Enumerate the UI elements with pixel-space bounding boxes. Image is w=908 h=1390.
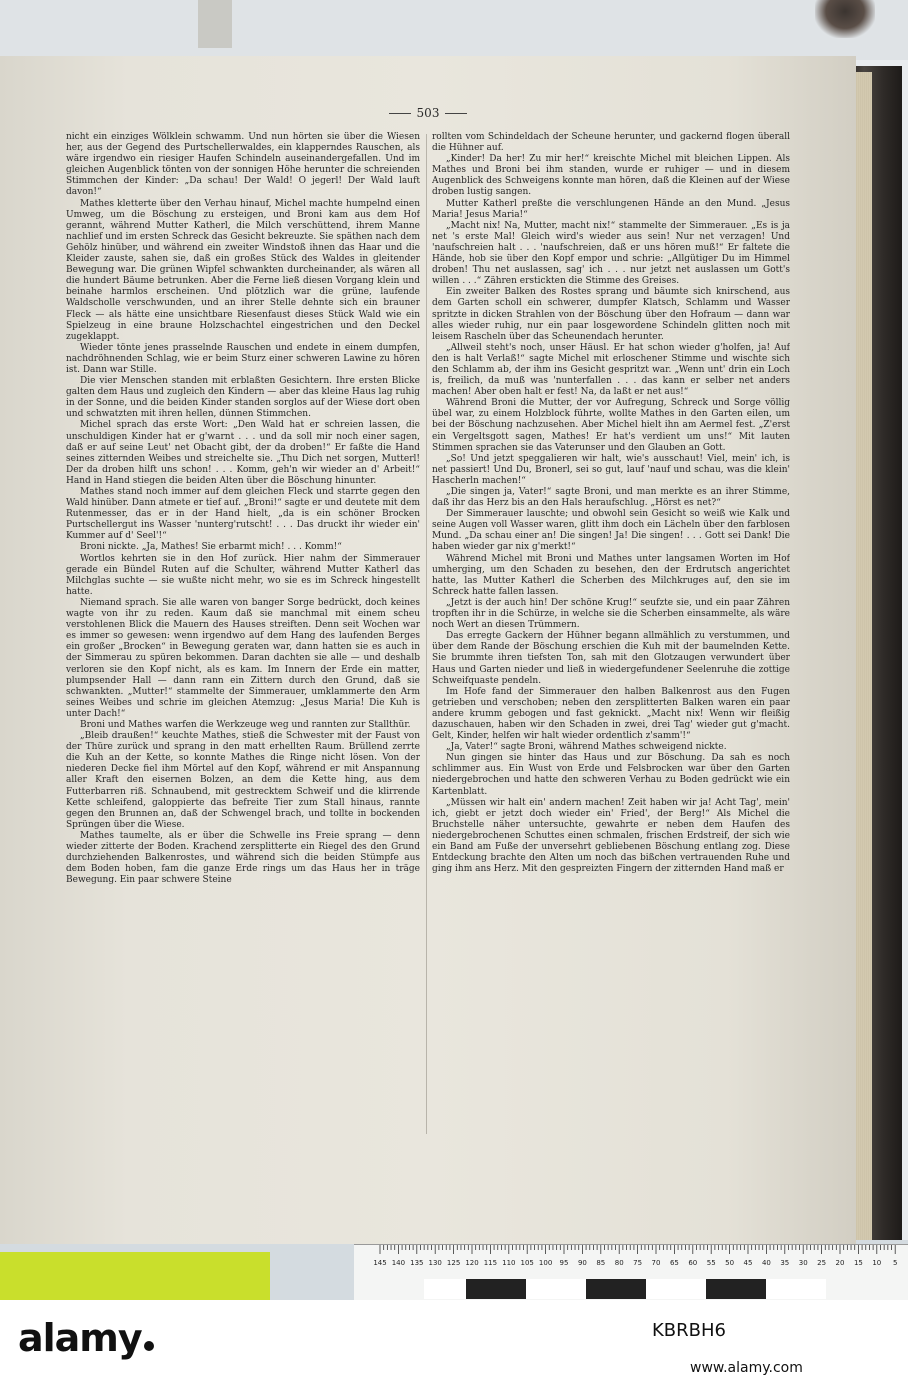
column-divider [426,134,427,1134]
ruler-bar-segment [706,1279,766,1299]
paragraph: Nun gingen sie hinter das Haus und zur Böschung. Da sah es noch schlimmer aus. Ein Wust von Erde und Felsbrocken war über den Garten niedergebrochen und hatte den schweren Verhau zu Boden gedrückt wie ein Kartenblatt. [432,753,790,797]
paragraph: Wortlos kehrten sie in den Hof zurück. Hier nahm der Simmerauer gerade ein Bündel Ruten auf die Schulter, während Mutter Katherl das Milchglas suchte — sie wußte nicht mehr, wo sie es im Schreck hingestellt hatte. [66,553,420,597]
ruler-label: 20 [835,1259,845,1267]
paragraph: Die vier Menschen standen mit erblaßten Gesichtern. Ihre ersten Blicke galten dem Haus und zugleich den Kindern — aber das kleine Haus lag ruhig in der Sonne, und die beiden Kinder standen sorglos auf der Wiese dort oben und schwatzten mit ihren hellen, dünnen Stimmchen. [66,376,420,420]
ruler-label: 95 [559,1259,569,1267]
ruler-label: 15 [853,1259,863,1267]
brand-dot [144,1341,154,1351]
ruler-bar-segment [826,1279,908,1299]
paragraph: Mutter Katherl preßte die verschlungenen Hände an den Mund. „Jesus Maria! Jesus Maria!“ [432,198,790,220]
ruler-label: 140 [391,1259,406,1267]
measuring-ruler [354,1244,908,1300]
paragraph: Ein zweiter Balken des Rostes sprang und bäumte sich knirschend, aus dem Garten scholl ein schwerer, dumpfer Klatsch, Schlamm und Wasser spritzte in dicken Strahlen von der Böschung über den Hofraum — dann war alles wieder ruhig, nur ein paar losgewordene Schindeln glitten noch mit leisem Rascheln über das Scheunendach herunter. [432,287,790,342]
ruler-label: 125 [446,1259,461,1267]
ruler-label: 105 [520,1259,534,1267]
ruler-label: 130 [428,1259,442,1267]
paragraph: Michel sprach das erste Wort: „Den Wald hat er schreien lassen, die unschuldigen Kinder hat er g'warnt . . . und da soll mir noch einer sagen, daß er auf seine Leut' net Obacht gibt, der da droben!“ Er faßte die Hand seines zitternden Weibes und streichelte sie. „Thu Dich net sorgen, Mutterl! Der da droben hilft uns schon! . . . Komm, geh'n wir wieder an d' Arbeit!“ Hand in Hand stiegen die beiden Alten über die Böschung hinunter. [66,420,420,486]
text-column-left [66,132,420,1132]
paragraph: „Die singen ja, Vater!“ sagte Broni, und man merkte es an ihrer Stimme, daß ihr das Herz bis an den Hals heraufschlug. „Hörst es net?“ [432,487,790,509]
tape-strip [198,0,232,48]
ruler-label: 60 [688,1259,698,1267]
ruler-color-bar [354,1277,908,1300]
ruler-label: 5 [892,1259,898,1267]
ruler-label: 65 [669,1259,679,1267]
ruler-label: 55 [706,1259,716,1267]
desk-background [0,0,908,60]
paragraph: Mathes stand noch immer auf dem gleichen Fleck und starrte gegen den Wald hinüber. Dann atmete er tief auf. „Broni!“ sagte er und deutete mit dem Rutenmesser, das er in der Hand hielt, „da is ein schöner Brocken Purtschellergut ins Wasser 'nunterg'rutscht! . . . Das druckt ihr wieder ein' Kummer auf d' Seel'!“ [66,487,420,542]
ruler-bar-segment [526,1279,586,1299]
ruler-label: 40 [761,1259,771,1267]
paragraph: „Kinder! Da her! Zu mir her!“ kreischte Michel mit bleichen Lippen. Als Mathes und Broni bei ihm standen, wurde er ruhiger — und in diesem Augenblick des Schweigens konnte man hören, daß die Kleinen auf der Wiese droben lustig sangen. [432,154,790,198]
ruler-bar-segment [466,1279,526,1299]
paragraph: Niemand sprach. Sie alle waren von banger Sorge bedrückt, doch keines wagte von ihr zu reden. Kaum daß sie manchmal mit einem scheu verstohlenen Blick die Mauern des Hauses streiften. Denn seit Wochen war es immer so gewesen: wenn irgendwo auf dem Hang des laufenden Berges ein großer „Brocken“ in Bewegung geraten war, dann hatten sie es auch in der Simmerau zu spüren bekommen. Daran dachten sie alle — und deshalb verloren sie den Kopf nicht, als es kam. Im Innern der Erde ein matter, plumpsender Hall — dann rann ein Zittern durch den Grund, daß sie schwankten. „Mutter!“ stammelte der Simmerauer, umklammerte den Arm seines Weibes und schrie im gleichen Atemzug: „Jesus Maria! Die Kuh is unter Dach!“ [66,597,420,719]
ruler-label: 135 [410,1259,424,1267]
ruler-bar-segment [354,1279,424,1299]
ruler-label: 145 [373,1259,387,1267]
ruler-bar-segment [646,1279,706,1299]
ruler-label: 10 [872,1259,882,1267]
paragraph: „Allweil steht's noch, unser Häusl. Er hat schon wieder g'holfen, ja! Auf den is halt Verlaß!“ sagte Michel mit erloschener Stimme und wischte sich den Schlamm ab, der ihm ins Gesicht gespritzt war. „Wenn unt' drin ein Loch is, freilich, da muß was 'nunterfallen . . . das kann er selber net anders machen! Aber oben halt er fest! Na, da laßt er net aus!“ [432,342,790,398]
ruler-label: 85 [596,1259,606,1267]
paragraph: Während Broni die Mutter, der vor Aufregung, Schreck und Sorge völlig übel war, zu einem Holzblock führte, wollte Mathes in den Garten eilen, um bei der Böschung nachzusehen. Aber Michel hielt ihn am Aermel fest. „Z'erst ein Vergeltsgott sagen, Mathes! Er hat's verdient um uns!“ Mit lauten Stimmen sprachen sie das Vaterunser und den Glauben an Gott. [432,398,790,453]
paragraph: Der Simmerauer lauschte; und obwohl sein Gesicht so weiß wie Kalk und seine Augen voll Wasser waren, glitt ihm doch ein Lächeln über den farblosen Mund. „Da schau einer an! Die singen! Ja! Die singen! . . . Gott sei Dank! Die haben wieder gar nix g'merkt!“ [432,509,790,553]
paragraph: Wieder tönte jenes prasselnde Rauschen und endete in einem dumpfen, nachdröhnenden Schlag, wie er beim Sturz einer schweren Lawine zu hören ist. Dann war Stille. [66,342,420,375]
book-page [0,56,856,1244]
ruler-scale [354,1245,908,1275]
paragraph: „So! Und jetzt speggalieren wir halt, wie's ausschaut! Viel, mein' ich, is net passiert! Und Du, Bronerl, sei so gut, lauf 'nauf und schau, was die klein' Hascherln machen!“ [432,453,790,486]
paragraph: Das erregte Gackern der Hühner begann allmählich zu verstummen, und über dem Rande der Böschung erschien die Kuh mit der baumelnden Kette. Sie brummte ihren tiefsten Ton, sah mit den Glotzaugen verwundert über Haus und Garten nieder und ließ in wiedergefundener Seelenruhe die zottige Schweifquaste pendeln. [432,631,790,686]
header-rule-left [389,113,411,114]
ruler-label: 45 [743,1259,753,1267]
ruler-label: 80 [614,1259,624,1267]
paragraph: „Bleib draußen!“ keuchte Mathes, stieß die Schwester mit der Faust von der Thüre zurück und sprang in den matt erhellten Raum. Brüllend zerrte die Kuh an der Kette, so konnte Mathes die Ringe nicht lösen. Von der niederen Decke fiel ihm Mörtel auf den Kopf, während er mit Anspannung aller Kraft den eisernen Bolzen, an dem die Kette hing, aus dem Futterbarren riß. Schnaubend, mit gestrecktem Schweif und die klirrende Kette schleifend, galoppierte das befreite Tier zum Stall hinaus, rannte gegen den Brunnen an, daß der Schwengel brach, und tollte in bockenden Sprüngen über die Wiese. [66,731,420,830]
yellow-sheet [0,1252,270,1300]
ruler-label: 110 [502,1259,516,1267]
ruler-bar-segment [766,1279,826,1299]
paragraph: Mathes kletterte über den Verhau hinauf, Michel machte humpelnd einen Umweg, um die Böschung zu ersteigen, und Broni kam aus dem Hof gerannt, während Mutter Katherl, die Milch verschüttend, ihrem Manne nachlief und im ersten Schreck das Gesicht bekreuzte. Sie späthen nach dem Gehölz hinüber, und während ein zweiter Windstoß ihnen das Haar und die Kleider zauste, sahen sie, daß ein großes Stück des Waldes in gleitender Bewegung war. Die grünen Wipfel schwankten durcheinander, als wären all die hundert Bäume betrunken. Aber die Ferne ließ diesen Vorgang klein und beinahe harmlos erscheinen. Und plötzlich war die grüne, laufende Waldscholle verschwunden, und an ihrer Stelle dehnte sich ein brauner Fleck — als hätte eine unsichtbare Riesenfaust dieses Stück Wald wie ein Spielzeug in eine braune Holzschachtel eingestrichen und den Deckel zugeklappt. [66,198,420,342]
ruler-label: 100 [538,1259,553,1267]
paragraph: Im Hofe fand der Simmerauer den halben Balkenrost aus den Fugen getrieben und verschoben; neben den zersplitterten Balken waren ein paar andere krumm gebogen und fast geknickt. „Macht nix! Wenn wir fleißig dazuschauen, haben wir den Schaden in zwei, drei Tag' wieder gut g'macht. Gelt, Kinder, helfen wir halt wieder ordentlich z'samm'!“ [432,686,790,742]
paragraph: nicht ein einziges Wölklein schwamm. Und nun hörten sie über die Wiesen her, aus der Gegend des Purtschellerwaldes, ein klapperndes Rauschen, als wäre irgendwo ein riesiger Haufen Schindeln auseinandergefallen. Und im gleichen Augenblick tönten von der sonnigen Höhe herunter die schreienden Stimmchen der Kinder: „Da schau! Der Wald! O jegerl! Der Wald lauft davon!“ [66,132,420,198]
ruler-label: 50 [725,1259,735,1267]
ruler-bar-segment [424,1279,466,1299]
paragraph: „Müssen wir halt ein' andern machen! Zeit haben wir ja! Acht Tag', mein' ich, giebt er jetzt doch wieder ein' Fried', der Berg!“ Als Michel die Bruchstelle näher untersuchte, gewahrte er neben dem Haufen des niedergebrochenen Schuttes einen schmalen, frischen Erdstreif, der sich wie ein Band am Fuße der unversehrt gebliebenen Böschung entlang zog. Diese Entdeckung brachte den Alten um noch das bißchen vertrauenden Ruhe und ging ihm ans Herz. Mit den gespreizten Fingern der zitternden Hand maß er [432,797,790,875]
paragraph: Mathes taumelte, als er über die Schwelle ins Freie sprang — denn wieder zitterte der Boden. Krachend zersplitterte ein Riegel des den Grund durchziehenden Balkenrostes, und während sich die beiden Stümpfe aus dem Boden hoben, fam die ganze Erde rings um das Haus her in träge Bewegung. Ein paar schwere Steine [66,830,420,886]
paragraph: rollten vom Schindeldach der Scheune herunter, und gackernd flogen überall die Hühner auf. [432,132,790,154]
page-number: 503 [416,106,440,120]
paragraph: Während Michel mit Broni und Mathes unter langsamen Worten im Hof umherging, um den Schaden zu besehen, den der Erdrutsch angerichtet hatte, las Mutter Katherl die Scherben des Milchkruges auf, den sie im Schreck hatte fallen lassen. [432,553,790,597]
ruler-label: 115 [483,1259,498,1267]
paragraph: Broni und Mathes warfen die Werkzeuge weg und rannten zur Stallthür. [80,719,411,730]
page-header [0,106,856,120]
site-url: www.alamy.com [690,1360,803,1376]
ruler-label: 30 [798,1259,808,1267]
paragraph: Broni nickte. „Ja, Mathes! Sie erbarmt mich! . . . Komm!“ [80,542,342,553]
ruler-label: 120 [465,1259,479,1267]
fur-object [815,0,875,38]
brand-logo: alamy [18,1316,154,1360]
ruler-bar-segment [586,1279,646,1299]
ruler-label: 90 [577,1259,587,1267]
ruler-label: 70 [651,1259,661,1267]
paragraph: „Jetzt is der auch hin! Der schöne Krug!“ seufzte sie, und ein paar Zähren tropften ihr in die Schürze, in welche sie die Scherben einsammelte, als wäre noch Wert an diesen Trümmern. [432,597,790,631]
header-rule-right [445,113,467,114]
paragraph: „Ja, Vater!“ sagte Broni, während Mathes schweigend nickte. [446,742,727,753]
watermark-bar [0,1300,908,1390]
ruler-label: 25 [817,1259,827,1267]
ruler-label: 35 [780,1259,790,1267]
paragraph: „Macht nix! Na, Mutter, macht nix!“ stammelte der Simmerauer. „Es is ja net 's erste Mal! Gleich wird's wieder aus sein! Nur net verzagen! Und 'naufschreien halt . . . 'naufschreien, daß er uns hören muß!“ Er faltete die Hände, hob sie über den Kopf empor und schrie: „Allgütiger Du im Himmel droben! Thu net auslassen, sag' ich . . . nur jetzt net auslassen um Gott's willen . . .“ Zähren erstickten die Stimme des Greises. [432,220,790,287]
image-id: KBRBH6 [652,1320,726,1341]
text-column-right [432,132,790,1132]
ruler-label: 75 [633,1259,643,1267]
